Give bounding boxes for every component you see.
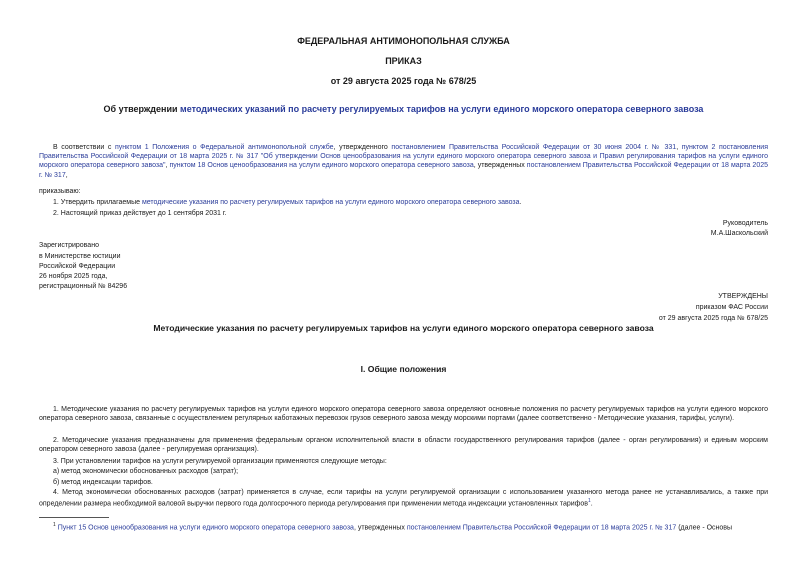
order-title xyxy=(0,104,807,114)
item-text: . xyxy=(519,199,522,206)
signature-name: М.А.Шаскольский xyxy=(710,230,768,237)
approval-label: УТВЕРЖДЕНЫ xyxy=(718,293,768,300)
clause-2: 2. Методические указания предназначены для применения федеральным органом исполнительной власти в области государственного регулирования тарифов (далее - орган регулирования) и единым морским оператором северного завоза (далее - регулируемая организация). xyxy=(39,437,768,454)
approval-date: от 29 августа 2025 года № 678/25 xyxy=(658,315,768,322)
registration-line: в Министерстве юстиции xyxy=(39,253,121,260)
section-heading: I. Общие положения xyxy=(360,364,447,374)
preamble-text: , xyxy=(65,171,68,179)
link-decree-317[interactable]: постановлением Правительства Российской Федерации от 18 марта 2025 г. № 317 xyxy=(39,162,769,179)
link-guidelines[interactable]: методические указания по расчету регулируемых тарифов на услуги единого морского оператора северного завоза xyxy=(141,199,520,206)
footnote-mark: 1 xyxy=(53,522,56,528)
order-item-2: 2. Настоящий приказ действует до 1 сентября 2031 г. xyxy=(53,210,227,217)
link-fas-regulation[interactable]: пунктом 1 Положения о Федеральной антимонопольной службе xyxy=(115,144,334,151)
clause-3b: б) метод индексации тарифов. xyxy=(53,479,153,486)
agency-heading: ФЕДЕРАЛЬНАЯ АНТИМОНОПОЛЬНАЯ СЛУЖБА xyxy=(297,36,510,46)
order-date-heading: от 29 августа 2025 года № 678/25 xyxy=(330,76,477,86)
footnote-ref[interactable]: 1 xyxy=(588,498,591,505)
footnote-text: (далее - Основы xyxy=(676,524,733,532)
order-title-prefix: Об утверждении xyxy=(103,104,181,114)
link-decree-317-p2[interactable]: пунктом 2 постановления Правительства Российской Федерации от 18 марта 2025 г. № 317 "Об утверждении Основ ценообразования на услуги единого морского оператора северного завоза и Правил регулирования тарифов на услуги единого морского оператора северного завоза" xyxy=(39,144,769,170)
preamble-text: , утвержденных xyxy=(473,162,527,170)
footnote-link-decree[interactable]: постановлением Правительства Российской Федерации от 18 марта 2025 г. № 317 xyxy=(406,524,677,532)
link-decree-331[interactable]: постановлением Правительства Российской Федерации от 30 июня 2004 г. № 331 xyxy=(391,144,677,151)
order-item-1 xyxy=(53,198,521,207)
preamble-paragraph xyxy=(39,143,768,180)
preamble-text: , xyxy=(676,144,682,151)
clause-4-end: . xyxy=(590,500,593,508)
link-pricing-basics-p18[interactable]: пунктом 18 Основ ценообразования на услуги единого морского оператора северного завоза xyxy=(169,162,474,170)
footnote xyxy=(53,521,769,532)
footnote-divider xyxy=(39,517,109,518)
order-title-link[interactable]: методических указаний по расчету регулируемых тарифов на услуги единого морского оператора северного завоза xyxy=(180,104,704,114)
signature-role: Руководитель xyxy=(722,220,768,227)
clause-4-text: 4. Метод экономически обоснованных расходов (затрат) применяется в случае, если тарифы на услуги регулируемой организации с использованием указанного метода ранее не устанавливались, а также при определении размера необходимой валовой выручки первого года долгосрочного периода регулирования при применении метода индексации установленных тарифов xyxy=(39,489,768,508)
preamble-text: В соответствии с xyxy=(53,144,116,151)
annex-title: Методические указания по расчету регулируемых тарифов на услуги единого морского оператора северного завоза xyxy=(153,323,654,333)
order-verb: приказываю: xyxy=(39,188,81,195)
registration-block xyxy=(39,241,127,291)
footnote-link-basics[interactable]: Пункт 15 Основ ценообразования на услуги единого морского оператора северного завоза xyxy=(57,524,354,532)
registration-line: Российской Федерации xyxy=(39,263,116,270)
preamble-text: , xyxy=(165,162,170,170)
approval-order: приказом ФАС России xyxy=(695,304,768,311)
registration-line: регистрационный № 84296 xyxy=(39,283,128,290)
doc-type-heading: ПРИКАЗ xyxy=(385,56,422,66)
registration-line: Зарегистрировано xyxy=(39,242,99,249)
item-text: 1. Утвердить прилагаемые xyxy=(53,199,142,206)
clause-3: 3. При установлении тарифов на услуги регулируемой организации применяются следующие методы: xyxy=(53,458,387,465)
clause-3a: а) метод экономически обоснованных расходов (затрат); xyxy=(53,468,239,475)
footnote-text: , утвержденных xyxy=(353,524,407,532)
registration-line: 26 ноября 2025 года, xyxy=(39,273,108,280)
clause-1: 1. Методические указания по расчету регулируемых тарифов на услуги единого морского оператора северного завоза определяют основные положения по расчету регулируемых тарифов на услуги единого морского оператора северного завоза, связанные с осуществлением регулярных каботажных перевозок грузов северного завоза между морскими портами (далее соответственно - Методические указания, тарифы, услуги). xyxy=(39,406,768,423)
preamble-text: , утвержденного xyxy=(333,144,392,151)
clause-4 xyxy=(39,488,768,509)
